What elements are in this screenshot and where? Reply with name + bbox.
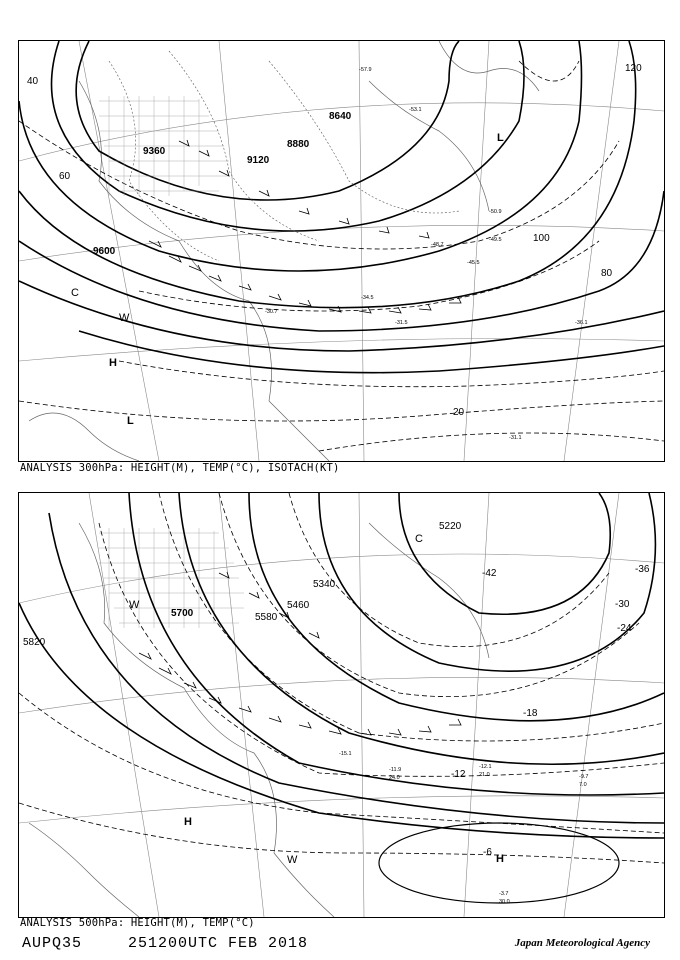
temp-label-300-10: -31.1 [509, 435, 522, 441]
temp-label-minus24: -24 [617, 623, 632, 634]
isotach-label-100: 100 [533, 233, 550, 244]
temp-label-300-6: -49.5 [489, 237, 502, 243]
low-center-300-b: L [497, 132, 504, 144]
obs-label-500-6: 21.0 [479, 772, 490, 778]
map-300hpa [18, 40, 665, 462]
height-label-8640: 8640 [329, 111, 352, 122]
product-code: AUPQ35 [22, 935, 83, 952]
issue-time: 251200UTC FEB 2018 [128, 935, 309, 952]
temp-label-300-9: -57.9 [359, 67, 372, 73]
agency-name: Japan Meteorological Agency [514, 937, 650, 949]
obs-label-500-1: -11.9 [389, 767, 402, 773]
height-label-5580: 5580 [255, 612, 278, 623]
warm-center-300: W [119, 312, 130, 324]
temp-label-minus30: -30 [615, 599, 630, 610]
temp-label-minus12: -12 [451, 769, 466, 780]
temp-label-300-3: -36.1 [575, 320, 588, 326]
wind-barbs-500 [139, 572, 461, 735]
height-contours-300 [19, 41, 664, 373]
temp-label-300-1: -31.5 [395, 320, 408, 326]
temp-label-300-4: -45.5 [467, 260, 480, 266]
obs-label-500-3: -9.7 [579, 774, 589, 780]
obs-label-500-7: 7.0 [579, 782, 587, 788]
temp-label-300-5: -48.7 [431, 242, 444, 248]
cold-center-300: C [71, 287, 79, 299]
obs-label-500-5: 30.0 [499, 899, 510, 905]
isotach-label-60: 60 [59, 171, 71, 182]
height-label-5820: 5820 [23, 637, 46, 648]
temp-label-300-8: -53.1 [409, 107, 422, 113]
temp-label-300-2: -34.5 [361, 295, 374, 301]
temp-label-minus42: -42 [482, 568, 497, 579]
map-300hpa-canvas [19, 41, 664, 461]
height-label-9600: 9600 [93, 246, 116, 257]
height-label-8880: 8880 [287, 139, 310, 150]
height-label-5220: 5220 [439, 521, 462, 532]
temp-label-300-7: -50.9 [489, 209, 502, 215]
height-label-5340: 5340 [313, 579, 336, 590]
temp-label-300-0: -30.7 [265, 309, 278, 315]
obs-label-500-8: 24.0 [389, 775, 400, 781]
height-label-9120: 9120 [247, 155, 270, 166]
isotach-label-20: 20 [453, 407, 465, 418]
height-label-5700: 5700 [171, 608, 194, 619]
isotach-label-40: 40 [27, 76, 39, 87]
temp-contours-500 [19, 493, 664, 863]
temp-label-minus6: -6 [483, 847, 492, 858]
caption-500hpa: ANALYSIS 500hPa: HEIGHT(M), TEMP(°C) [20, 917, 255, 929]
high-center-500-b: H [184, 816, 192, 828]
coastlines-500 [29, 523, 489, 917]
graticule-500 [19, 493, 664, 917]
temp-label-minus36: -36 [635, 564, 650, 575]
obs-label-500-2: -12.1 [479, 764, 492, 770]
obs-label-500-4: -3.7 [499, 891, 509, 897]
height-label-9360: 9360 [143, 146, 166, 157]
obs-label-500-0: -15.1 [339, 751, 352, 757]
isotach-label-120: 120 [625, 63, 642, 74]
height-label-5460: 5460 [287, 600, 310, 611]
graticule-300 [19, 41, 664, 461]
cold-center-500: C [415, 533, 423, 545]
warm-center-500-b: W [287, 854, 298, 866]
isotach-label-80: 80 [601, 268, 613, 279]
map-500hpa [18, 492, 665, 918]
warm-center-500-a: W [129, 599, 140, 611]
high-center-300: H [109, 357, 117, 369]
high-center-500-a: H [496, 853, 504, 865]
low-center-300-a: L [127, 415, 134, 427]
temp-label-minus18: -18 [523, 708, 538, 719]
map-500hpa-canvas [19, 493, 664, 917]
wind-barbs-300 [149, 140, 461, 313]
caption-300hpa: ANALYSIS 300hPa: HEIGHT(M), TEMP(°C), ISOTACH(KT) [20, 462, 340, 474]
